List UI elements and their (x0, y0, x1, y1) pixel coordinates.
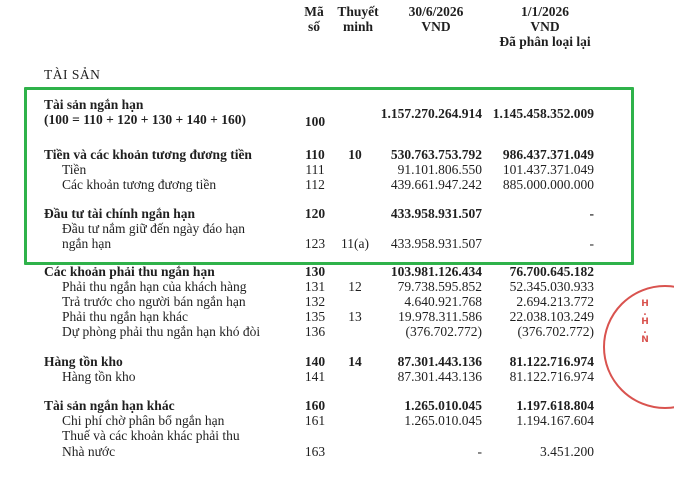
row-value-prior: 22.038.103.249 (509, 309, 594, 324)
row-label: (100 = 110 + 120 + 130 + 140 + 160) (44, 112, 246, 127)
stamp-lettering: H . H . N (641, 299, 649, 345)
header-col2 (486, 4, 604, 49)
row-value-prior: 1.145.458.352.009 (492, 106, 594, 121)
row-value-current: 530.763.753.792 (390, 147, 482, 162)
row-code: 110 (305, 147, 325, 162)
row-label: Phải thu ngắn hạn của khách hàng (62, 279, 247, 294)
row-label: Các khoản tương đương tiền (62, 177, 217, 192)
row-note: 14 (348, 354, 362, 369)
row-note: 12 (348, 279, 362, 294)
row-code: 112 (305, 177, 325, 192)
row-value-prior: 986.437.371.049 (502, 147, 594, 162)
row-label: Tài sản ngắn hạn (44, 97, 144, 112)
row-note: 10 (348, 147, 362, 162)
row-value-current: (376.702.772) (405, 324, 482, 339)
row-code: 100 (304, 114, 326, 129)
header-ma-so (296, 4, 332, 34)
row-label: Nhà nước (62, 444, 116, 459)
row-value-prior: - (589, 206, 594, 221)
row-label: Trả trước cho người bán ngắn hạn (62, 294, 246, 309)
header-col1-unit: VND (421, 19, 451, 34)
row-label: Tài sản ngắn hạn khác (44, 398, 175, 413)
row-value-prior: - (589, 236, 594, 251)
row-code: 136 (304, 324, 326, 339)
row-code: 120 (304, 206, 326, 221)
row-value-prior: 885.000.000.000 (502, 177, 594, 192)
row-value-current: 1.157.270.264.914 (380, 106, 482, 121)
row-value-current: 79.738.595.852 (397, 279, 482, 294)
row-label: Đầu tư tài chính ngắn hạn (44, 206, 196, 221)
row-value-current: 87.301.443.136 (397, 369, 482, 384)
row-value-current: 1.265.010.045 (404, 413, 482, 428)
row-value-current: 439.661.947.242 (390, 177, 482, 192)
row-label: Phải thu ngắn hạn khác (62, 309, 188, 324)
row-value-prior: 1.194.167.604 (516, 413, 594, 428)
row-label: Chi phí chờ phân bổ ngắn hạn (62, 413, 225, 428)
row-code: 131 (304, 279, 326, 294)
row-code: 111 (305, 162, 325, 177)
row-code: 140 (304, 354, 326, 369)
row-code: 160 (304, 398, 326, 413)
row-label: Thuế và các khoản khác phải thu (62, 428, 240, 443)
row-value-current: 433.958.931.507 (390, 206, 482, 221)
row-value-prior: 101.437.371.049 (502, 162, 594, 177)
row-label: ngắn hạn (62, 236, 112, 251)
row-value-prior: 2.694.213.772 (516, 294, 594, 309)
row-value-prior: 52.345.030.933 (509, 279, 594, 294)
row-value-current: 103.981.126.434 (390, 264, 482, 279)
row-value-current: - (477, 444, 482, 459)
row-label: Tiền và các khoản tương đương tiền (44, 147, 252, 162)
row-value-prior: 1.197.618.804 (516, 398, 594, 413)
row-value-current: 1.265.010.045 (404, 398, 482, 413)
header-ma-so-line1: Mã (304, 4, 324, 19)
row-value-current: 433.958.931.507 (390, 236, 482, 251)
header-thuyet-minh-line1: Thuyết (337, 4, 379, 19)
row-label: Hàng tồn kho (44, 354, 123, 369)
header-col1 (386, 4, 486, 34)
row-code: 163 (304, 444, 326, 459)
header-thuyet-minh-line2: minh (342, 19, 373, 34)
header-col2-date: 1/1/2026 (520, 4, 569, 19)
row-code: 130 (304, 264, 326, 279)
row-note: 13 (348, 309, 362, 324)
row-code: 123 (304, 236, 326, 251)
row-value-prior: 3.451.200 (540, 444, 594, 459)
row-label: Các khoản phải thu ngắn hạn (44, 264, 215, 279)
row-code: 132 (304, 294, 326, 309)
row-value-prior: 76.700.645.182 (509, 264, 594, 279)
header-ma-so-line2: số (307, 19, 320, 34)
row-label: Hàng tồn kho (62, 369, 136, 384)
row-code: 135 (304, 309, 326, 324)
header-col1-date: 30/6/2026 (408, 4, 464, 19)
row-value-prior: 81.122.716.974 (509, 354, 594, 369)
row-label: Tiền (62, 162, 87, 177)
header-thuyet-minh (330, 4, 386, 34)
row-label: Đầu tư nắm giữ đến ngày đáo hạn (62, 221, 245, 236)
row-value-current: 87.301.443.136 (397, 354, 482, 369)
row-value-prior: (376.702.772) (517, 324, 594, 339)
row-value-prior: 81.122.716.974 (509, 369, 594, 384)
row-value-current: 19.978.311.586 (398, 309, 482, 324)
row-label: Dự phòng phải thu ngắn hạn khó đòi (62, 324, 261, 339)
row-value-current: 4.640.921.768 (404, 294, 482, 309)
row-code: 141 (304, 369, 326, 384)
row-note: 11(a) (341, 236, 369, 251)
header-col2-note: Đã phân loại lại (499, 34, 591, 49)
row-value-current: 91.101.806.550 (397, 162, 482, 177)
section-title: TÀI SẢN (44, 67, 101, 82)
row-code: 161 (304, 413, 326, 428)
header-col2-unit: VND (530, 19, 560, 34)
